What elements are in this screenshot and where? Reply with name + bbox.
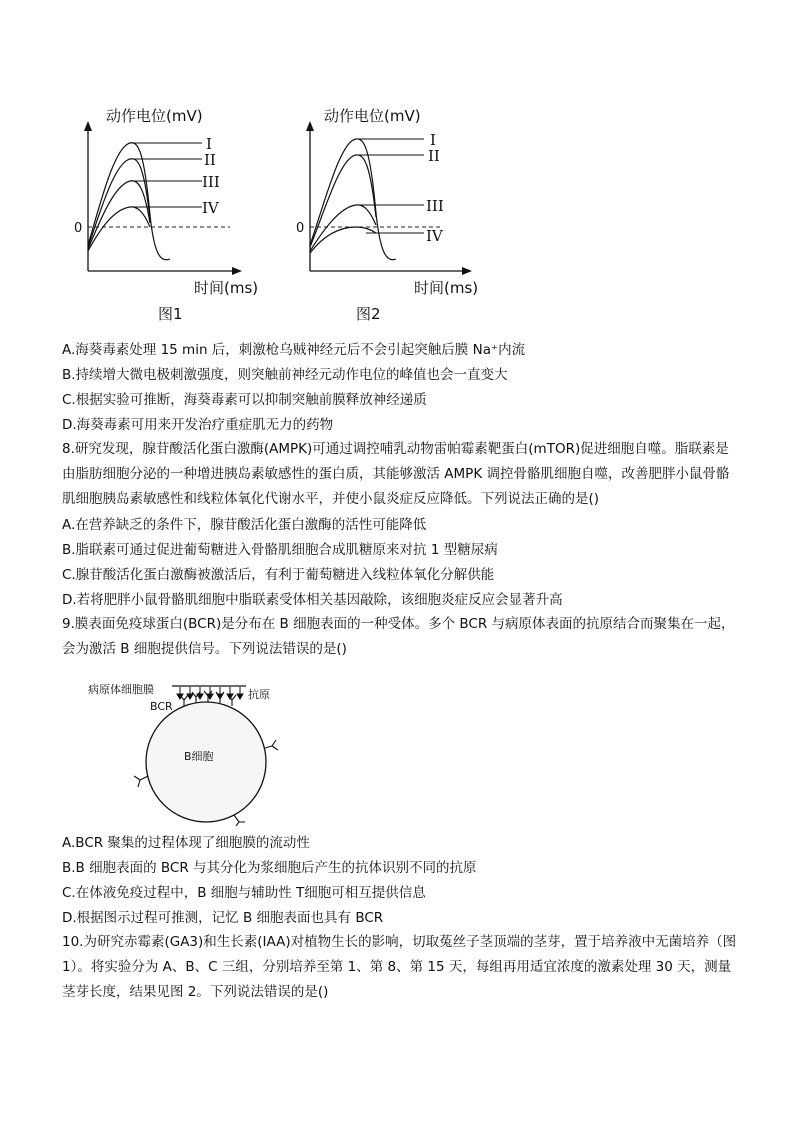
antigen-label: 抗原 bbox=[248, 688, 270, 701]
fig2-y-axis-label: 动作电位(mV) bbox=[324, 107, 421, 125]
q7-option-c: C.根据实验可推断，海葵毒素可以抑制突触前膜释放神经递质 bbox=[62, 392, 427, 408]
fig2-zero-label: 0 bbox=[296, 221, 305, 236]
fig2-caption: 图2 bbox=[356, 305, 381, 323]
pathogen-membrane-label: 病原体细胞膜 bbox=[88, 683, 154, 696]
q8-stem: 8.研究发现，腺苷酸活化蛋白激酶(AMPK)可通过调控哺乳动物雷帕霉素靶蛋白(mTOR)促进细胞自噬。脂联素是由脂肪细胞分泌的一种增进胰岛素敏感性的蛋白质，其能够激活 AMPK 调控骨骼肌细胞自噬，改善肥胖小鼠骨骼肌细胞胰岛素敏感性和线粒体氧化代谢水平，并使小鼠炎症反应降低。下列说法正确的是() bbox=[62, 441, 730, 507]
q8-option-c: C.腺苷酸活化蛋白激酶被激活后，有利于葡萄糖进入线粒体氧化分解供能 bbox=[62, 567, 495, 583]
figure-2 bbox=[290, 95, 500, 330]
fig2-curve-label-4: IV bbox=[426, 227, 443, 245]
fig1-y-arrow bbox=[84, 121, 92, 131]
figure-1 bbox=[70, 95, 270, 330]
fig1-zero-label: 0 bbox=[74, 221, 83, 236]
fig1-y-axis-label: 动作电位(mV) bbox=[106, 107, 203, 125]
fig2-curve-label-2: II bbox=[428, 147, 440, 165]
fig2-curve-label-3: III bbox=[426, 197, 444, 215]
b-cell-label: B细胞 bbox=[184, 750, 214, 763]
q8-option-a: A.在营养缺乏的条件下，腺苷酸活化蛋白激酶的活性可能降低 bbox=[62, 517, 427, 533]
bcr-figure bbox=[84, 676, 284, 826]
fig2-curve-1 bbox=[310, 139, 396, 260]
bcr-label: BCR bbox=[150, 700, 173, 713]
fig1-x-axis-label: 时间(ms) bbox=[194, 279, 259, 297]
fig1-curve-label-1: I bbox=[206, 135, 212, 153]
q10-stem: 10.为研究赤霉素(GA3)和生长素(IAA)对植物生长的影响，切取菟丝子茎顶端的茎芽，置于培养液中无菌培养（图 1）。将实验分为 A、B、C 三组，分别培养至第 1、第 8、第 15 天，每组再用适宜浓度的激素处理 30 天，测量茎芽长度，结果见图 2。下列说法错误的是() bbox=[62, 934, 737, 1000]
q9-option-d: D.根据图示过程可推测，记忆 B 细胞表面也具有 BCR bbox=[62, 910, 384, 926]
q8-option-b: B.脂联素可通过促进葡萄糖进入骨骼肌细胞合成肌糖原来对抗 1 型糖尿病 bbox=[62, 542, 498, 558]
q8-option-d: D.若将肥胖小鼠骨骼肌细胞中脂联素受体相关基因敲除，该细胞炎症反应会显著升高 bbox=[62, 592, 563, 608]
fig2-y-arrow bbox=[306, 121, 314, 131]
q9-option-b: B.B 细胞表面的 BCR 与其分化为浆细胞后产生的抗体识别不同的抗原 bbox=[62, 860, 477, 876]
fig2-x-arrow bbox=[462, 267, 472, 275]
q9-option-c: C.在体液免疫过程中，B 细胞与辅助性 T细胞可相互提供信息 bbox=[62, 885, 426, 901]
fig1-curve-label-2: II bbox=[204, 151, 216, 169]
q7-option-b: B.持续增大微电极刺激强度，则突触前神经元动作电位的峰值也会一直变大 bbox=[62, 367, 508, 383]
fig1-curve-label-3: III bbox=[202, 173, 220, 191]
fig1-curve-2 bbox=[88, 159, 150, 247]
fig2-x-axis-label: 时间(ms) bbox=[414, 279, 479, 297]
fig1-x-arrow bbox=[232, 267, 242, 275]
fig1-curve-1 bbox=[88, 143, 170, 260]
fig2-curve-label-1: I bbox=[430, 131, 436, 149]
q7-option-d: D.海葵毒素可用来开发治疗重症肌无力的药物 bbox=[62, 417, 334, 433]
fig2-curve-4 bbox=[310, 227, 376, 253]
fig1-caption: 图1 bbox=[158, 305, 183, 323]
q9-option-a: A.BCR 聚集的过程体现了细胞膜的流动性 bbox=[62, 835, 310, 851]
q7-option-a: A.海葵毒素处理 15 min 后，刺激枪乌贼神经元后不会引起突触后膜 Na⁺内流 bbox=[62, 342, 526, 358]
q9-stem: 9.膜表面免疫球蛋白(BCR)是分布在 B 细胞表面的一种受体。多个 BCR 与病原体表面的抗原结合而聚集在一起，会为激活 B 细胞提供信号。下列说法错误的是() bbox=[62, 616, 735, 657]
fig1-curve-label-4: IV bbox=[202, 199, 219, 217]
